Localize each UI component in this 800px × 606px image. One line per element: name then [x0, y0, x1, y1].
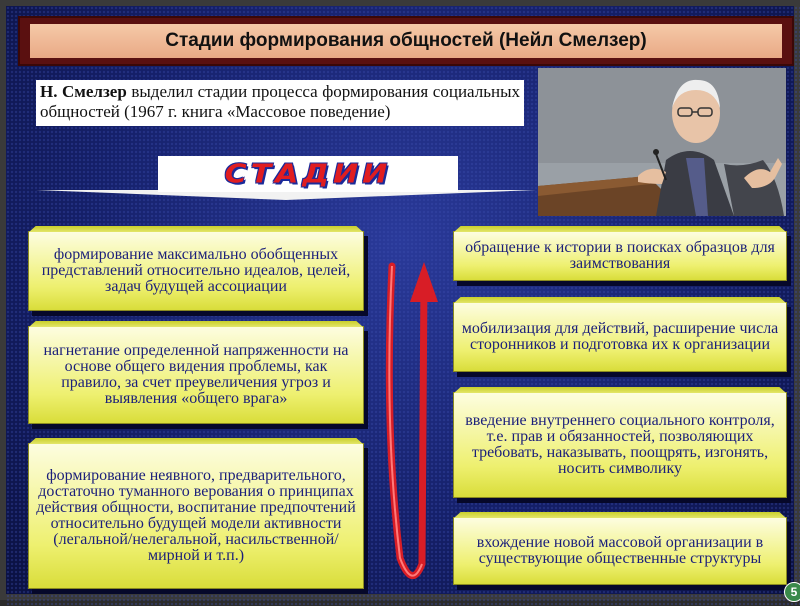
stage-left-3: формирование неявного, предварительного, достаточно туманного верования о принципах действия общности, воспитание предпочтений относительно будущей модели активности (легальной/нелегальной, насильственной/мирной и т.п.) [28, 443, 364, 589]
stage-right-4: вхождение новой массовой организации в существующие общественные структуры [453, 517, 787, 585]
speaker-photo [538, 68, 786, 216]
page-number-badge: 5 [784, 582, 800, 602]
author-name: Н. Смелзер [40, 82, 127, 101]
banner-label-box [158, 156, 458, 192]
banner-text: СТАДИИ [224, 159, 392, 189]
speaker-illustration [538, 68, 786, 216]
stage-right-1: обращение к истории в поисках образцов для заимствования [453, 231, 787, 281]
stage-left-1: формирование максимально обобщенных представлений относительно идеалов, целей, задач будущей ассоциации [28, 231, 364, 311]
intro-body: выделил стадии процесса формирования социальных общностей (1967 г. книга «Массовое поведение) [40, 82, 520, 121]
intro-text [36, 80, 524, 126]
stage-right-3: введение внутреннего социального контроля, т.е. прав и обязанностей, позволяющих требовать, наказывать, поощрять, изгонять, носить символику [453, 392, 787, 498]
stage-left-2: нагнетание определенной напряженности на основе общего видения проблемы, как правило, за счет преувеличения угроз и выявления «общего врага» [28, 326, 364, 424]
slide-title: Стадии формирования общностей (Нейл Смелзер) [30, 24, 782, 58]
stage-right-2: мобилизация для действий, расширение числа сторонников и подготовка их к организации [453, 302, 787, 372]
title-bar [18, 16, 794, 66]
stages-banner [36, 156, 536, 201]
